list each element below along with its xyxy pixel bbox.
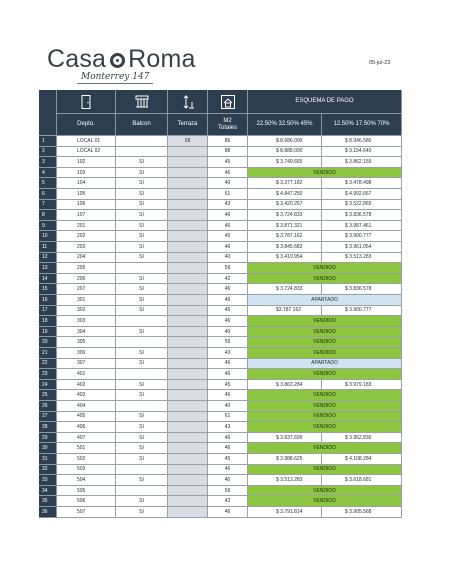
depto-cell: 304 [57,327,116,338]
terraza-cell [168,380,208,391]
m2-cell: 86 [208,136,248,147]
m2-cell: 40 [208,253,248,264]
balcon-cell: SI [116,157,168,168]
balcon-cell: SI [116,390,168,401]
price-scheme-1: $ 3.837.699 [248,433,322,444]
balcon-cell: SI [116,380,168,391]
status-badge: VENDIDO [248,486,402,497]
balcon-cell: SI [116,454,168,465]
terraza-cell [168,327,208,338]
m2-cell: 43 [208,496,248,507]
price-scheme-1: $ 3.410.954 [248,253,322,264]
price-scheme-2: $ 3.836.578 [322,210,402,221]
price-scheme-1: $ 3.724.833 [248,284,322,295]
status-badge: VENDIDO [248,337,402,348]
status-badge: VENDIDO [248,412,402,423]
row-number: 29 [39,433,57,444]
terraza-cell: 58 [168,136,208,147]
depto-cell: 206 [57,274,116,285]
price-scheme-2: $ 3.618.681 [322,475,402,486]
balcon-cell: SI [116,306,168,317]
balcon-cell: SI [116,327,168,338]
balcon-cell: SI [116,412,168,423]
depto-cell: 301 [57,295,116,306]
terraza-cell [168,253,208,264]
balcon-cell: SI [116,443,168,454]
depto-cell: 306 [57,348,116,359]
m2-cell: 46 [208,284,248,295]
depto-cell: 307 [57,359,116,370]
m2-cell: 46 [208,390,248,401]
row-number: 21 [39,348,57,359]
m2-cell: 46 [208,221,248,232]
row-number: 12 [39,253,57,264]
price-scheme-2: $ 3.987.461 [322,221,402,232]
terraza-cell [168,401,208,412]
balcon-cell [116,401,168,412]
depto-header: Depto. [57,114,116,136]
status-badge: VENDIDO [248,316,402,327]
m2-cell: 46 [208,242,248,253]
m2-cell: 42 [208,274,248,285]
depto-cell: 501 [57,443,116,454]
m2-cell: 46 [208,465,248,476]
price-scheme-2: $ 4.992.667 [322,189,402,200]
row-number: 33 [39,475,57,486]
esquema-header: ESQUEMA DE PAGO [248,90,402,114]
depto-cell: 202 [57,231,116,242]
row-number: 18 [39,316,57,327]
depto-cell: 302 [57,306,116,317]
price-scheme-2: $ 3.836.578 [322,284,402,295]
terraza-cell [168,274,208,285]
depto-cell: 406 [57,422,116,433]
row-number: 35 [39,496,57,507]
brand-name [47,44,196,74]
row-number: 8 [39,210,57,221]
m2-cell: 46 [208,168,248,179]
row-number: 17 [39,306,57,317]
balcon-header: Balcon [116,114,168,136]
price-scheme-1: $ 3.787.162 [248,231,322,242]
row-number: 31 [39,454,57,465]
price-scheme-1: $ 3.871.321 [248,221,322,232]
row-number: 19 [39,327,57,338]
balcon-cell: SI [116,507,168,518]
terraza-cell [168,369,208,380]
balcon-cell: SI [116,359,168,370]
balcon-cell: SI [116,178,168,189]
height-icon [168,90,208,114]
depto-cell: 207 [57,284,116,295]
row-number: 6 [39,189,57,200]
price-scheme-1: $ 3.377.182 [248,178,322,189]
terraza-cell [168,454,208,465]
balcon-cell [116,465,168,476]
status-badge: VENDIDO [248,422,402,433]
m2-cell: 40 [208,178,248,189]
depto-cell: LOCAL 02 [57,147,116,158]
row-number: 4 [39,168,57,179]
balcon-cell: SI [116,295,168,306]
terraza-cell [168,486,208,497]
terraza-cell [168,168,208,179]
brand-logo [47,44,247,94]
price-scheme-1: $ 3.845.683 [248,242,322,253]
balcon-cell: SI [116,284,168,295]
depto-cell: 105 [57,189,116,200]
m2-header: M2 Totales [208,114,248,136]
terraza-cell [168,422,208,433]
m2-cell: 40 [208,475,248,486]
price-scheme-2: $ 3.952.830 [322,433,402,444]
status-badge: VENDIDO [248,369,402,380]
price-scheme-1: $ 3.513.283 [248,475,322,486]
status-badge: VENDIDO [248,465,402,476]
terraza-cell [168,147,208,158]
price-scheme-1: $ 3.749.665 [248,157,322,168]
price-scheme-1: $3.787.162 [248,306,322,317]
status-badge: VENDIDO [248,390,402,401]
row-number: 36 [39,507,57,518]
m2-cell: 40 [208,327,248,338]
m2-cell: 45 [208,157,248,168]
terraza-header: Terraza [168,114,208,136]
depto-cell: 405 [57,412,116,423]
terraza-cell [168,306,208,317]
depto-cell: 503 [57,465,116,476]
price-scheme-2: $ 8.946.580 [322,136,402,147]
balcon-cell: SI [116,242,168,253]
m2-cell: 46 [208,443,248,454]
price-scheme-2: $ 3.513.283 [322,253,402,264]
balcon-cell: SI [116,274,168,285]
row-number: 25 [39,390,57,401]
m2-cell: 88 [208,147,248,158]
balcon-cell: SI [116,348,168,359]
balcon-cell: SI [116,210,168,221]
terraza-cell [168,359,208,370]
m2-cell: 61 [208,189,248,200]
balcony-icon [116,90,168,114]
balcon-cell: SI [116,221,168,232]
m2-cell: 59 [208,337,248,348]
depto-cell: 404 [57,401,116,412]
row-number: 7 [39,200,57,211]
price-scheme-2: $ 3.900.777 [322,306,402,317]
m2-cell: 46 [208,316,248,327]
row-number: 10 [39,231,57,242]
balcon-cell [116,337,168,348]
row-number: 22 [39,359,57,370]
price-scheme-1: $ 3.724.833 [248,210,322,221]
status-badge: APARTADO [248,359,402,370]
terraza-cell [168,348,208,359]
price-scheme-1: $ 3.863.284 [248,380,322,391]
row-number: 11 [39,242,57,253]
row-number: 5 [39,178,57,189]
depto-cell: 205 [57,263,116,274]
balcon-cell: SI [116,168,168,179]
terraza-cell [168,284,208,295]
row-number: 2 [39,147,57,158]
m2-cell: 43 [208,348,248,359]
m2-cell: 43 [208,200,248,211]
price-scheme-2: $ 3.862.155 [322,157,402,168]
status-badge: VENDIDO [248,496,402,507]
terraza-cell [168,412,208,423]
brand-subtitle: Monterrey 147 [77,72,153,84]
balcon-cell: SI [116,475,168,486]
price-table [39,90,402,520]
m2-cell: 46 [208,210,248,221]
terraza-cell [168,507,208,518]
depto-cell: 203 [57,242,116,253]
row-number: 15 [39,284,57,295]
m2-cell: 46 [208,433,248,444]
balcon-cell: SI [116,253,168,264]
price-scheme-1: $ 3.988.625 [248,454,322,465]
brand-right: Roma [128,45,196,73]
terraza-cell [168,496,208,507]
row-number: 23 [39,369,57,380]
price-scheme-2: $ 3.905.568 [322,507,402,518]
balcon-cell [116,316,168,327]
depto-cell: 502 [57,454,116,465]
depto-cell: LOCAL 01 [57,136,116,147]
m2-cell: 45 [208,306,248,317]
terraza-cell [168,316,208,327]
row-number: 30 [39,443,57,454]
m2-cell: 45 [208,380,248,391]
price-scheme-1: $ 8.686.000 [248,136,322,147]
price-scheme-2: $ 3.522.865 [322,200,402,211]
depto-cell: 103 [57,168,116,179]
depto-cell: 303 [57,316,116,327]
terraza-cell [168,390,208,401]
m2-cell: 46 [208,359,248,370]
terraza-cell [168,242,208,253]
row-number: 3 [39,157,57,168]
terraza-cell [168,465,208,476]
row-number: 20 [39,337,57,348]
terraza-cell [168,200,208,211]
row-number: 1 [39,136,57,147]
house-icon [208,90,248,114]
price-scheme-1: $ 3.791.814 [248,507,322,518]
depto-cell: 106 [57,200,116,211]
status-badge: VENDIDO [248,348,402,359]
balcon-cell [116,263,168,274]
depto-cell: 507 [57,507,116,518]
m2-cell: 59 [208,263,248,274]
terraza-cell [168,263,208,274]
terraza-cell [168,433,208,444]
depto-cell: 305 [57,337,116,348]
row-number: 9 [39,221,57,232]
m2-cell: 61 [208,412,248,423]
m2-cell: 46 [208,295,248,306]
m2-cell: 40 [208,401,248,412]
depto-cell: 407 [57,433,116,444]
row-number: 32 [39,465,57,476]
document-date: 05-jul-23 [369,60,391,66]
ring-icon [110,53,125,68]
row-number: 26 [39,401,57,412]
price-scheme-1: $ 3.420.257 [248,200,322,211]
balcon-cell: SI [116,200,168,211]
m2-cell: 45 [208,454,248,465]
depto-cell: 204 [57,253,116,264]
terraza-cell [168,295,208,306]
balcon-cell: SI [116,433,168,444]
m2-cell: 46 [208,369,248,380]
m2-cell: 46 [208,507,248,518]
balcon-cell: SI [116,422,168,433]
m2-cell: 43 [208,422,248,433]
terraza-cell [168,189,208,200]
price-scheme-2: $ 4.108.284 [322,454,402,465]
price-scheme-2: $ 3.961.054 [322,242,402,253]
terraza-cell [168,475,208,486]
price-scheme-1: $ 8.888.000 [248,147,322,158]
depto-cell: 104 [57,178,116,189]
row-number: 27 [39,412,57,423]
terraza-cell [168,231,208,242]
row-number: 28 [39,422,57,433]
terraza-cell [168,210,208,221]
depto-cell: 102 [57,157,116,168]
terraza-cell [168,157,208,168]
terraza-cell [168,337,208,348]
balcon-cell [116,147,168,158]
payment-scheme-2-header: 12.50% 17.50% 70% [322,114,402,136]
depto-cell: 504 [57,475,116,486]
balcon-cell [116,486,168,497]
status-badge: VENDIDO [248,168,402,179]
price-scheme-1: $ 4.847.250 [248,189,322,200]
status-badge: VENDIDO [248,274,402,285]
status-badge: VENDIDO [248,401,402,412]
row-number: 13 [39,263,57,274]
balcon-cell: SI [116,189,168,200]
terraza-cell [168,221,208,232]
depto-cell: 506 [57,496,116,507]
depto-cell: 403 [57,390,116,401]
balcon-cell: SI [116,496,168,507]
brand-left: Casa [47,45,107,73]
depto-cell: 201 [57,221,116,232]
row-number: 16 [39,295,57,306]
terraza-cell [168,178,208,189]
status-badge: VENDIDO [248,327,402,338]
balcon-cell: SI [116,231,168,242]
price-scheme-2: $ 3.900.777 [322,231,402,242]
m2-cell: 59 [208,486,248,497]
row-number: 14 [39,274,57,285]
door-icon [57,90,116,114]
price-scheme-2: $ 3.979.183 [322,380,402,391]
row-number: 24 [39,380,57,391]
status-badge: APARTADO [248,295,402,306]
status-badge: VENDIDO [248,443,402,454]
status-badge: VENDIDO [248,263,402,274]
payment-scheme-1-header: 22.50% 32.50% 45% [248,114,322,136]
price-scheme-2: $ 9.154.640 [322,147,402,158]
price-scheme-2: $ 3.478.498 [322,178,402,189]
depto-cell: 505 [57,486,116,497]
depto-cell: 402 [57,380,116,391]
terraza-cell [168,443,208,454]
balcon-cell [116,136,168,147]
depto-cell: 107 [57,210,116,221]
row-number: 34 [39,486,57,497]
m2-cell: 45 [208,231,248,242]
row-number-header [39,90,57,136]
depto-cell: 401 [57,369,116,380]
balcon-cell [116,369,168,380]
